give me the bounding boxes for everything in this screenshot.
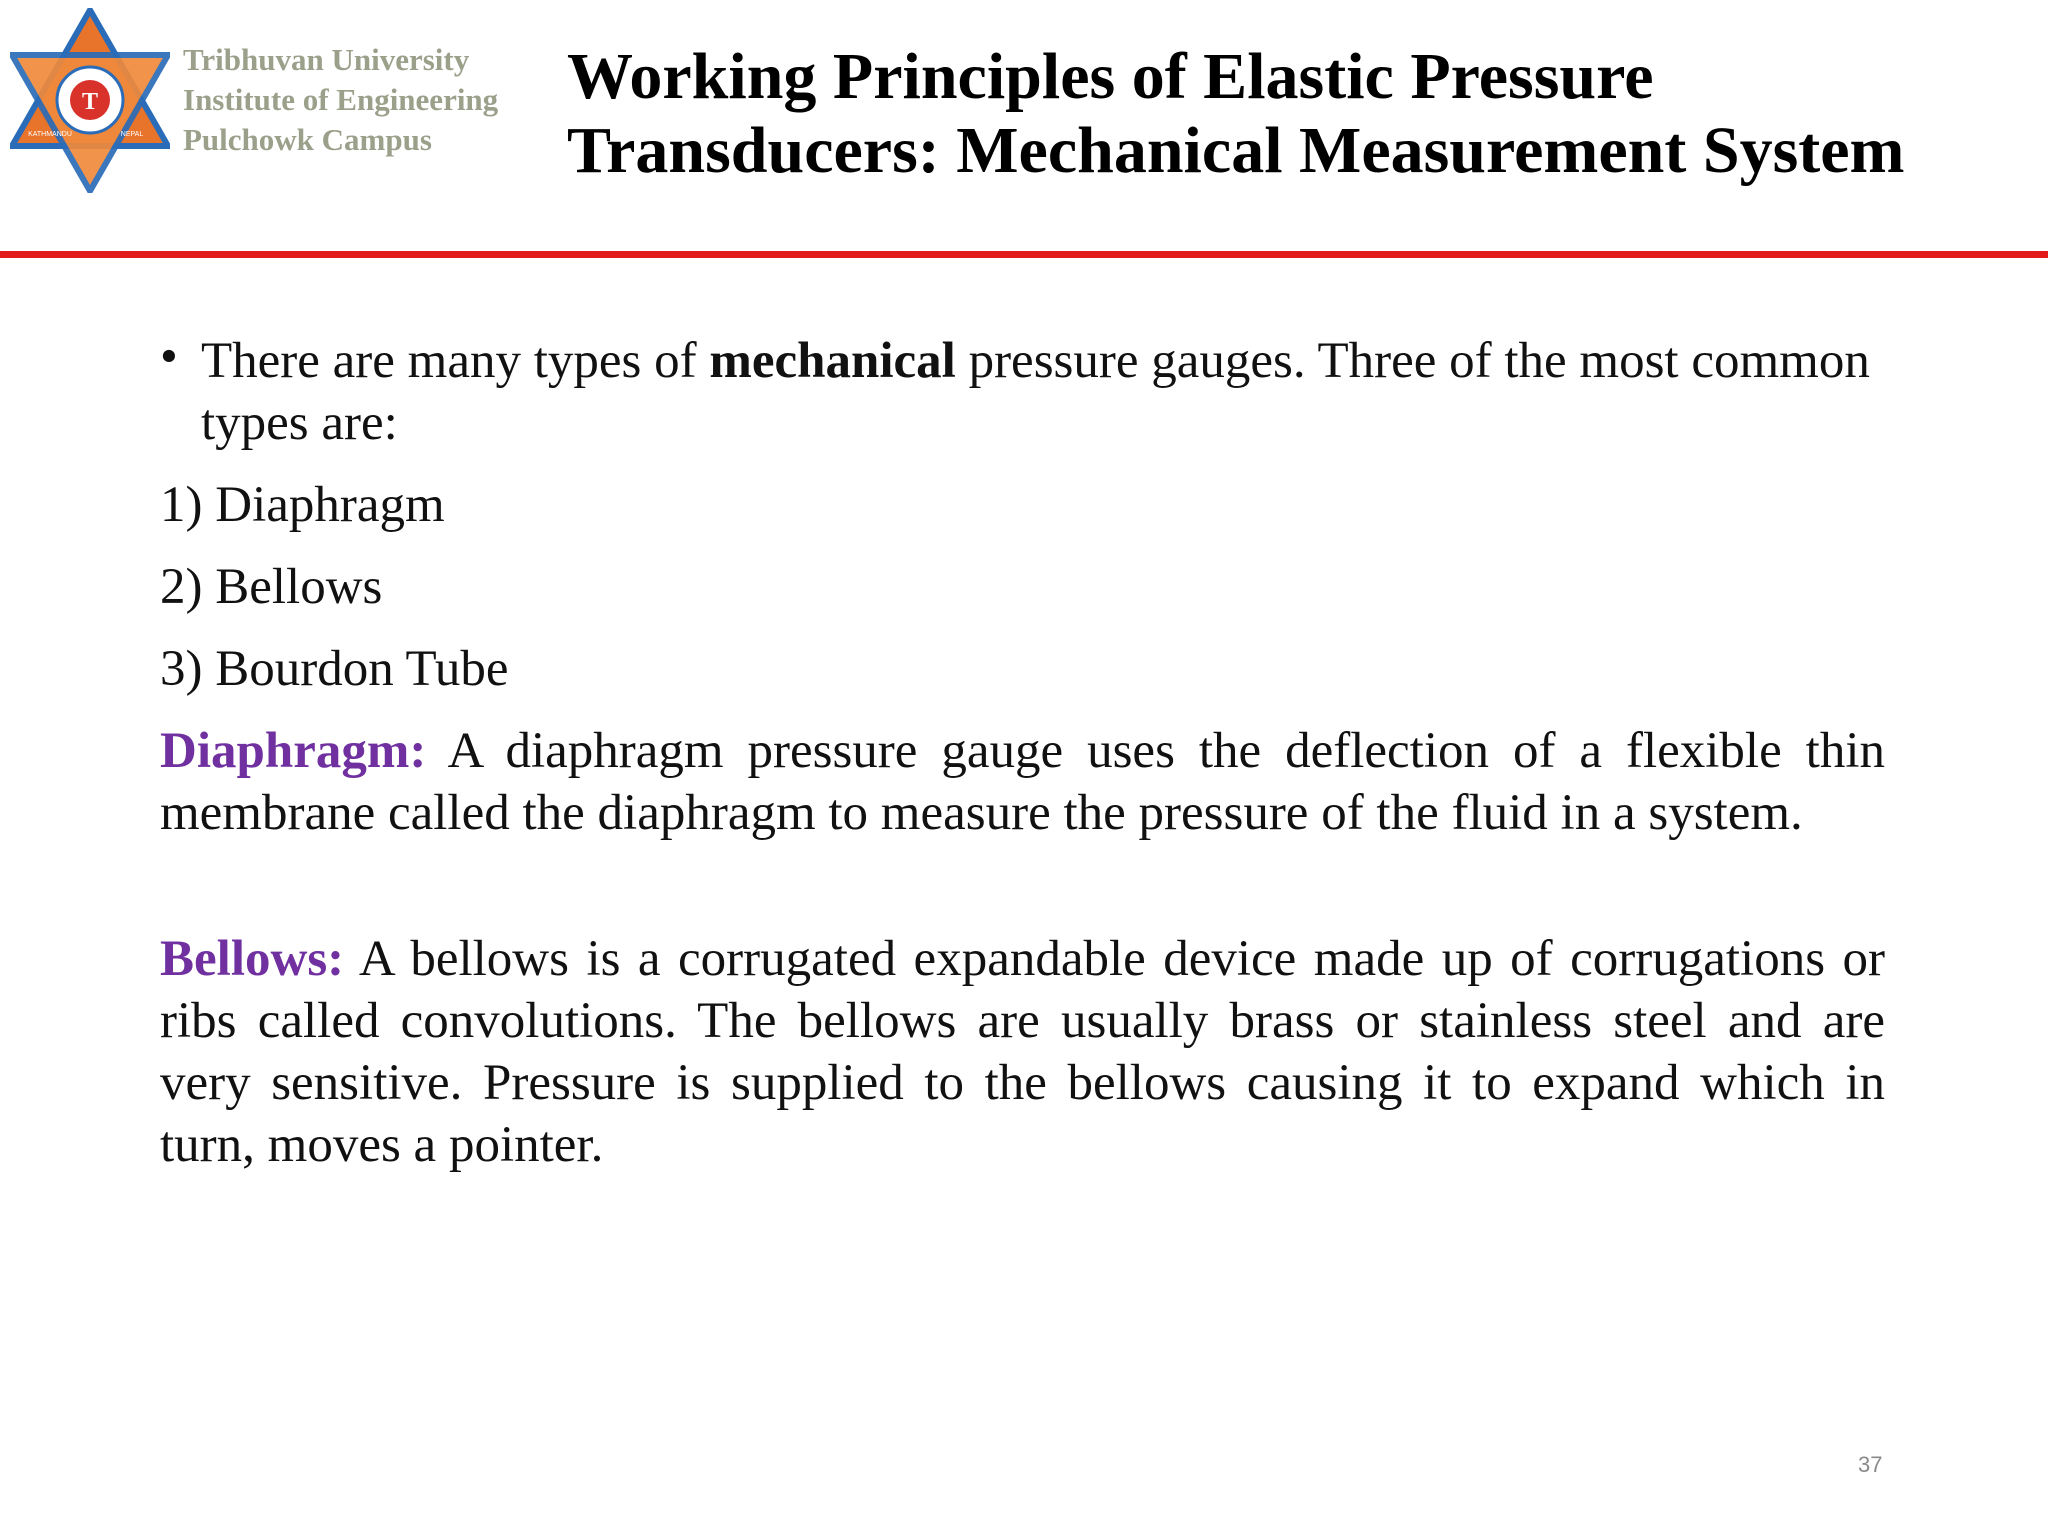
university-line: Pulchowk Campus bbox=[183, 122, 432, 157]
page-number: 37 bbox=[1858, 1452, 1883, 1477]
slide-title bbox=[567, 40, 2037, 188]
university-line: Tribhuvan University bbox=[183, 42, 470, 77]
university-name bbox=[183, 40, 498, 160]
logo-text-nepal: NEPAL bbox=[120, 131, 144, 138]
definition-text: A bellows is a corrugated expandable device made up of corrugations or ribs called convolutions. The bellows are usually brass or stainless steel and are very sensitive. Pressure is supplied to the bellows causing it to expand which in turn, moves a pointer. bbox=[160, 931, 1886, 1173]
definition-diaphragm bbox=[160, 720, 1885, 844]
intro-text-bold: mechanical bbox=[709, 333, 956, 389]
definition-bellows bbox=[160, 928, 1885, 1176]
slide-header bbox=[0, 0, 2048, 255]
slide-title-line: Working Principles of Elastic Pressure bbox=[567, 40, 1654, 113]
logo-text-kathmandu: KATHMANDU bbox=[28, 131, 72, 138]
intro-text-start: There are many types of bbox=[201, 333, 710, 389]
definition-text: A diaphragm pressure gauge uses the deflection of a flexible thin membrane called the diaphragm to measure the pressure of the fluid in a system. bbox=[160, 723, 1886, 841]
bullet-icon: • bbox=[160, 329, 178, 385]
slide-body bbox=[160, 330, 1885, 1176]
intro-bullet bbox=[160, 330, 1885, 454]
slide-title-line: Transducers: Mechanical Measurement System bbox=[567, 114, 1905, 187]
intro-text-end: pressure gauges. Three of the most common types are: bbox=[201, 333, 1870, 451]
list-item: 1) Diaphragm bbox=[160, 477, 445, 533]
logo-monogram: T bbox=[81, 89, 99, 115]
list-item: 3) Bourdon Tube bbox=[160, 641, 509, 697]
university-line: Institute of Engineering bbox=[183, 82, 499, 117]
header-divider bbox=[0, 251, 2048, 258]
definition-term: Diaphragm: bbox=[160, 723, 427, 779]
university-logo bbox=[10, 8, 170, 193]
definition-term: Bellows: bbox=[160, 931, 345, 987]
list-item: 2) Bellows bbox=[160, 559, 383, 615]
